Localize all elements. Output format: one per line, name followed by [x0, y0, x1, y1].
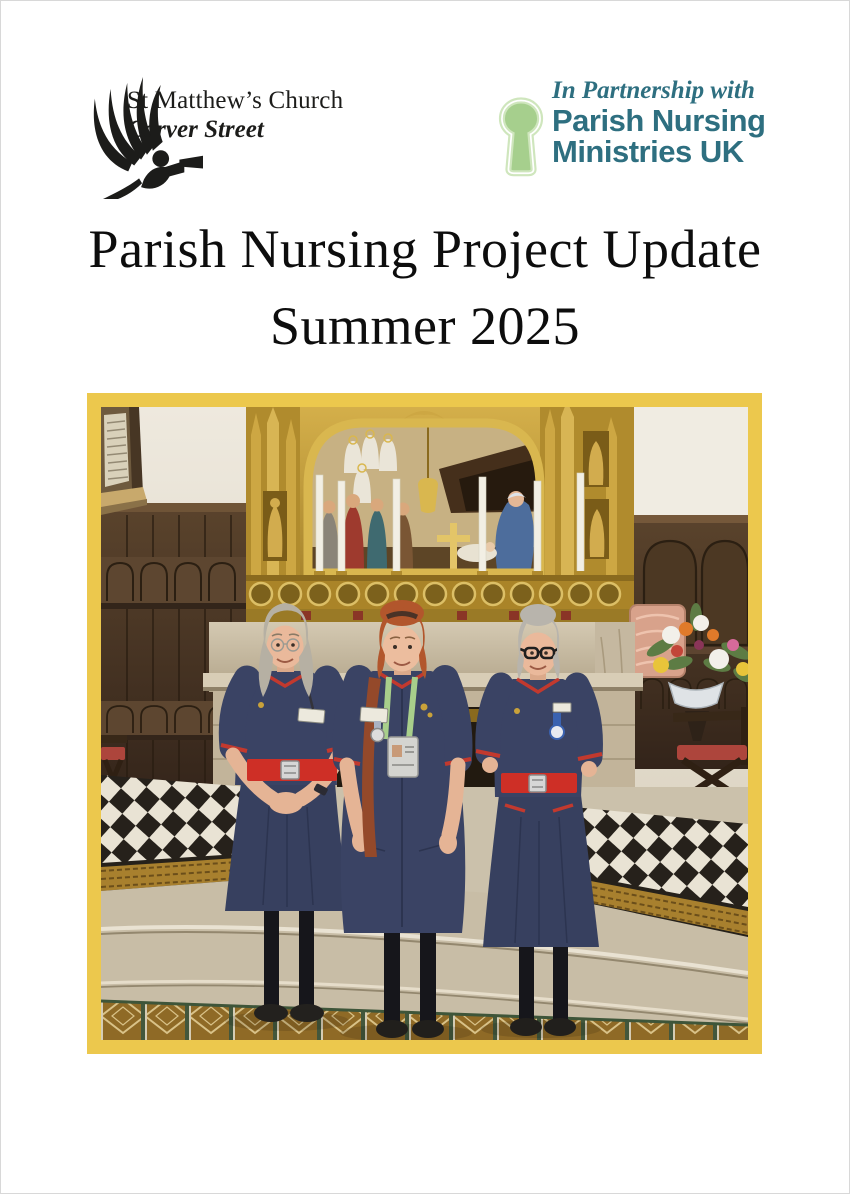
title-line2: Summer 2025: [270, 296, 580, 356]
church-subtitle: Carver Street: [127, 116, 264, 143]
partner-tagline: In Partnership with: [552, 77, 755, 104]
name-badge: [360, 707, 388, 723]
cover-photo: [101, 407, 748, 1040]
partner-name-line1: Parish Nursing: [552, 103, 766, 138]
keyhole-person-icon: [495, 92, 547, 180]
church-logo: [85, 71, 405, 201]
partner-name-line2: Ministries UK: [552, 134, 744, 169]
title-line1: Parish Nursing Project Update: [88, 219, 762, 279]
gold-filigree-band: [246, 575, 634, 622]
checkerboard-tiles-left: [101, 775, 251, 867]
altar-painting: [308, 423, 563, 577]
name-badge: [298, 708, 325, 723]
church-name: St Matthew’s Church: [127, 87, 344, 114]
cover-photo-frame: [87, 393, 762, 1054]
partner-logo: [495, 71, 795, 186]
page-title: [1, 211, 849, 365]
name-badge: [553, 703, 571, 712]
